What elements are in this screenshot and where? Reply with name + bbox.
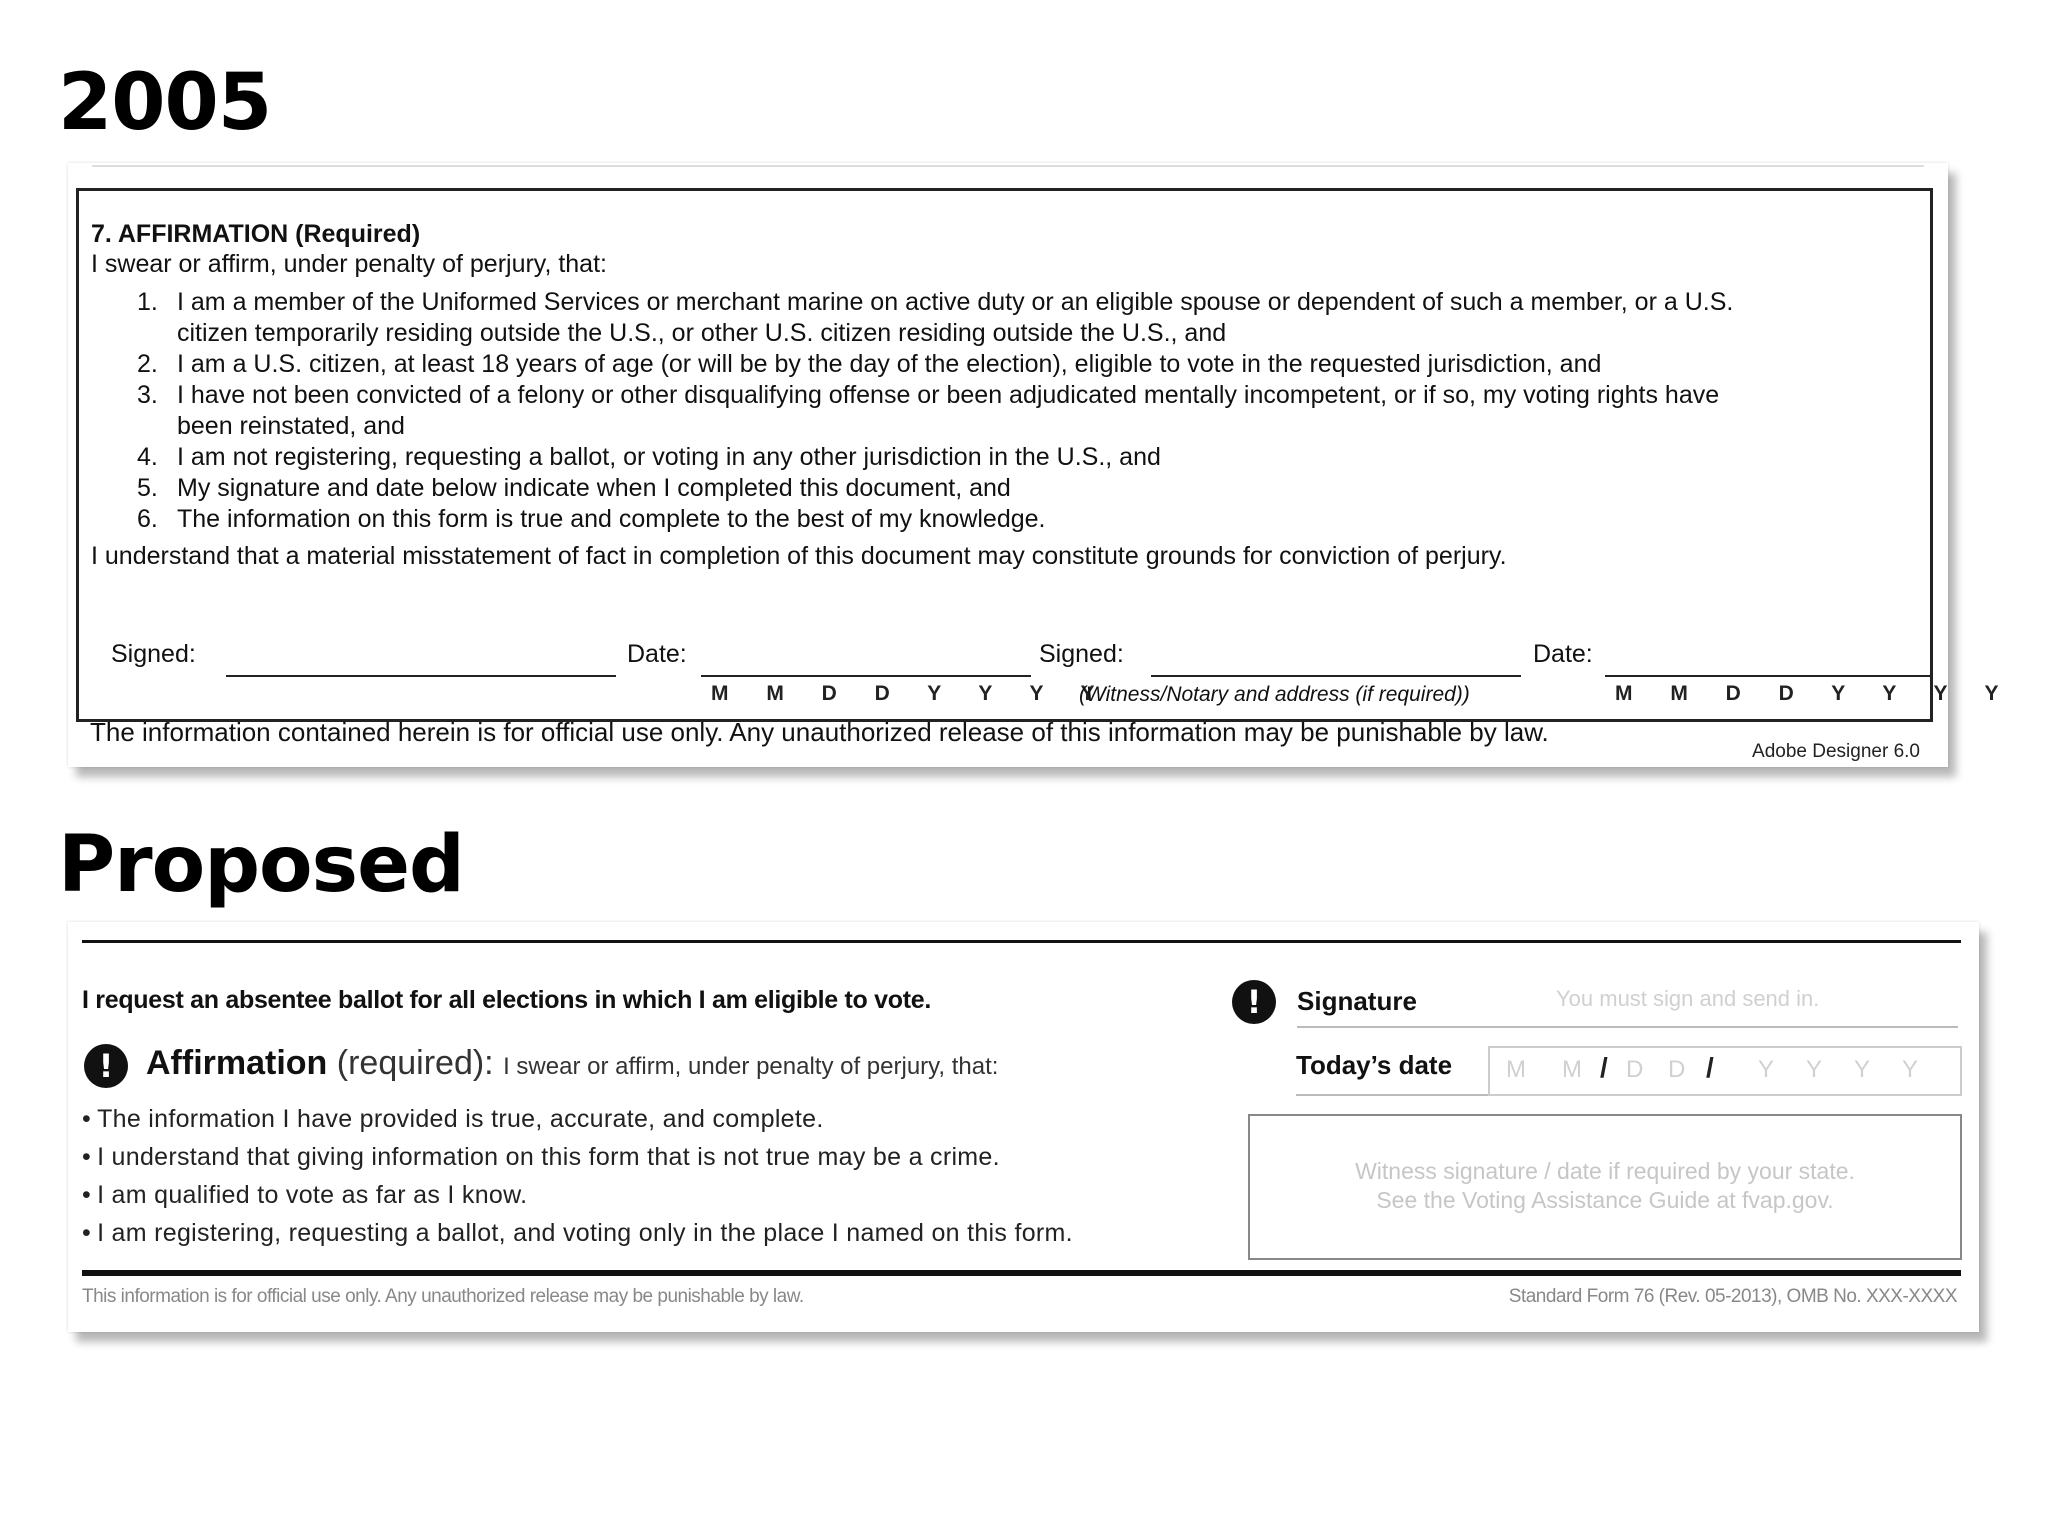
witness-date-format-hint: M M D D Y Y Y Y (1615, 682, 2015, 705)
date-label: Today’s date (1296, 1050, 1453, 1080)
affirmation-section (76, 188, 2015, 722)
affirmation-heading (146, 1044, 998, 1083)
date-year-3[interactable]: Y (1854, 1056, 1871, 1083)
new-footer-notice: This information is for official use only. Any unauthorized release may be punishable by law. (82, 1286, 804, 1307)
affirmation-title: Affirmation (146, 1044, 328, 1082)
list-item: 3. I have not been convicted of a felony or other disqualifying offense or been adjudicated mentally incompetent, or if so, my voting rights have been reinstated, and (137, 381, 1720, 440)
date-month-1[interactable]: M (1506, 1056, 1526, 1083)
old-footer-notice: The information contained herein is for official use only. Any unauthorized release of this information may be punishable by law. (90, 717, 1549, 747)
signature-field[interactable]: You must sign and send in. (1556, 986, 1820, 1011)
section-title: 7. AFFIRMATION (Required) (91, 220, 421, 248)
date-field[interactable] (1488, 1046, 1962, 1096)
list-item: 5. My signature and date below indicate when I completed this document, and (137, 474, 1011, 502)
witness-instructions: Witness signature / date if required by your state. (1355, 1158, 1855, 1184)
affirmation-intro: I swear or affirm, under penalty of perjury, that: (503, 1053, 999, 1080)
list-item: • I am registering, requesting a ballot, and voting only in the place I named on this form. (82, 1214, 1073, 1252)
witness-signature-box[interactable] (1248, 1114, 1962, 1260)
date-label-underline (1296, 1094, 1488, 1096)
date-year-1[interactable]: Y (1758, 1056, 1775, 1083)
old-form-card (68, 163, 2015, 767)
list-item: • The information I have provided is true, accurate, and complete. (82, 1100, 1073, 1138)
date-month-2[interactable]: M (1562, 1056, 1582, 1083)
list-item: • I understand that giving information on this form that is not true may be a crime. (82, 1138, 1073, 1176)
affirmation-list (137, 287, 1977, 535)
witness-note: (Witness/Notary and address (if required)) (1079, 683, 1470, 706)
list-item: 1. I am a member of the Uniformed Services or merchant marine on active duty or an eligible spouse or dependent of such a member, or a U.S. citizen temporarily residing outside the U.S., or other U.S. citizen residing outside the U.S., and (137, 288, 1734, 347)
top-divider (92, 165, 1924, 167)
signed-label: Signed: (111, 640, 196, 668)
date-day-1[interactable]: D (1626, 1056, 1644, 1083)
witness-instructions: See the Voting Assistance Guide at fvap.gov. (1376, 1187, 1834, 1213)
date-format-hint: M M D D Y Y Y Y (711, 682, 1111, 705)
software-credit: Adobe Designer 6.0 (1752, 741, 1920, 762)
date-separator: / (1706, 1052, 1714, 1083)
signature-label: Signature (1297, 986, 1417, 1016)
date-day-2[interactable]: D (1668, 1056, 1686, 1083)
proposed-form-card (68, 922, 1979, 1332)
witness-signed-label: Signed: (1039, 640, 1124, 668)
signature-underline (1297, 1026, 1958, 1028)
witness-date-label: Date: (1533, 640, 1593, 668)
heading-proposed: Proposed (58, 820, 464, 910)
heading-2005: 2005 (58, 58, 272, 148)
date-year-2[interactable]: Y (1806, 1056, 1823, 1083)
date-label: Date: (627, 640, 687, 668)
top-divider (82, 940, 1961, 943)
ballot-request-statement: I request an absentee ballot for all elections in which I am eligible to vote. (82, 986, 932, 1014)
signature-alert-icon: ! (1232, 980, 1276, 1024)
affirmation-required: (required): (336, 1044, 494, 1082)
perjury-statement: I understand that a material misstatement of fact in completion of this document may constitute grounds for conviction of perjury. (91, 542, 1507, 570)
list-item: 4. I am not registering, requesting a ballot, or voting in any other jurisdiction in the U.S., and (137, 443, 1161, 471)
affirmation-bullets (82, 1100, 1073, 1252)
bottom-divider (82, 1270, 1961, 1276)
date-field[interactable] (701, 675, 1031, 677)
list-item: • I am qualified to vote as far as I know. (82, 1176, 1073, 1214)
list-item: 2. I am a U.S. citizen, at least 18 years of age (or will be by the day of the election), eligible to vote in the requested jurisdiction, and (137, 350, 1602, 378)
date-separator: / (1600, 1052, 1608, 1083)
list-item: 6. The information on this form is true and complete to the best of my knowledge. (137, 505, 1046, 533)
affirmation-intro: I swear or affirm, under penalty of perjury, that: (91, 250, 607, 278)
alert-icon: ! (84, 1044, 128, 1088)
signature-field[interactable] (226, 675, 616, 677)
witness-date-field[interactable] (1605, 675, 1930, 677)
form-number: Standard Form 76 (Rev. 05-2013), OMB No. XXX-XXXX (1508, 1286, 1957, 1307)
witness-signature-field[interactable] (1151, 675, 1521, 677)
date-year-4[interactable]: Y (1902, 1056, 1919, 1083)
